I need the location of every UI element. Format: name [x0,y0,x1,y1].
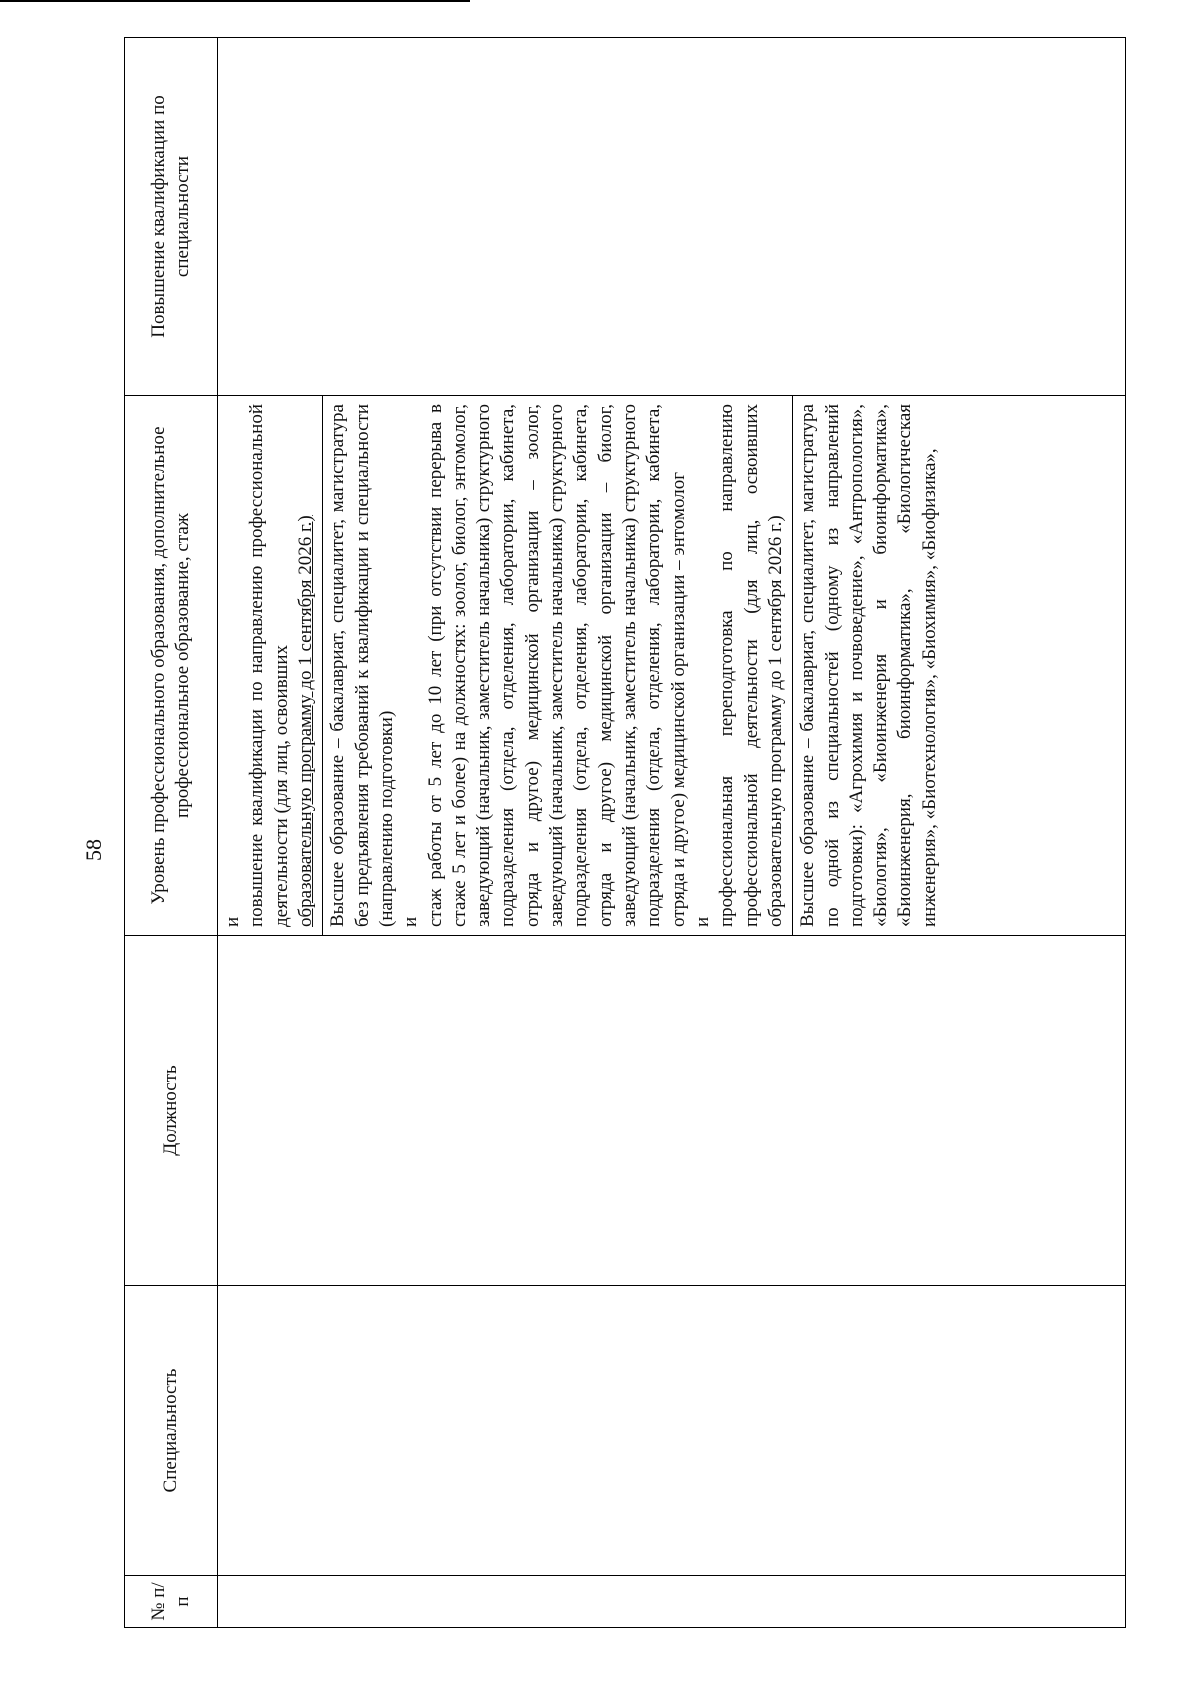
header-specialty: Специальность [125,1286,218,1576]
top-rule [0,0,470,2]
header-position: Должность [125,936,218,1286]
cell-education-level [218,396,1126,936]
cell-position [218,936,1126,1286]
block-text: Высшее образование – бакалавриат, специалитет, магистратура без предъявления требований к квалификации и специальности (направлению подготовки) [327,404,397,927]
block-text: и [222,916,243,927]
cell-num [218,1576,1126,1628]
education-block-3 [793,396,946,935]
block-text: Высшее образование – бакалавриат, специалитет, магистратура по одной из специальностей (одному из направлений подготовки): «Агрохимия и почвоведение», «Антропология», «Биология», «Биоинженерия и биоинформатика», «Биоинженерия, биоинформатика», «Биологическая инженерия», «Биотехнология», «Биохимия», «Биофизика», [797,404,940,927]
block-text: повышение квалификации по направлению профессиональной деятельности (для лиц, освоивших [246,404,292,927]
page-number: 58 [81,839,106,861]
block-text: и [400,916,422,927]
table-header-row [125,38,218,1628]
block-text: профессиональная переподготовка по направлению профессиональной деятельности (для лиц, освоивших образовательную программу до 1 сентября 2026 г.) [716,404,786,927]
table-row [218,38,1126,1628]
header-qualification: Повышение квалификации по специальности [125,38,218,396]
education-block-2 [323,396,793,935]
education-block-1 [218,396,323,935]
header-num: № п/п [125,1576,218,1628]
cell-qualification [218,38,1126,396]
block-text: и [691,916,713,927]
header-education-level: Уровень профессионального образования, дополнительное профессиональное образование, стаж [125,396,218,936]
block-text: образовательную программу до 1 сентября 2026 г.) [294,515,316,927]
qualification-table [124,37,1126,1628]
rotated-page-content [124,38,1124,1628]
cell-specialty [218,1286,1126,1576]
block-text: стаж работы от 5 лет до 10 лет (при отсутствии перерыва в стаже 5 лет и более) на должностях: зоолог, биолог, энтомолог, заведующий (начальник, заместитель начальника) структурного подразделения (отдела, отделения, лаборатории, кабинета, отряда и другое) медицинской организации – зоолог, заведующий (начальник, заместитель начальника) структурного подразделения (отдела, отделения, лаборатории, кабинета, отряда и другое) медицинской организации – биолог, заведующий (начальник, заместитель начальника) структурного подразделения (отдела, отделения, лаборатории, кабинета, отряда и другое) медицинской организации – энтомолог [424,404,689,927]
